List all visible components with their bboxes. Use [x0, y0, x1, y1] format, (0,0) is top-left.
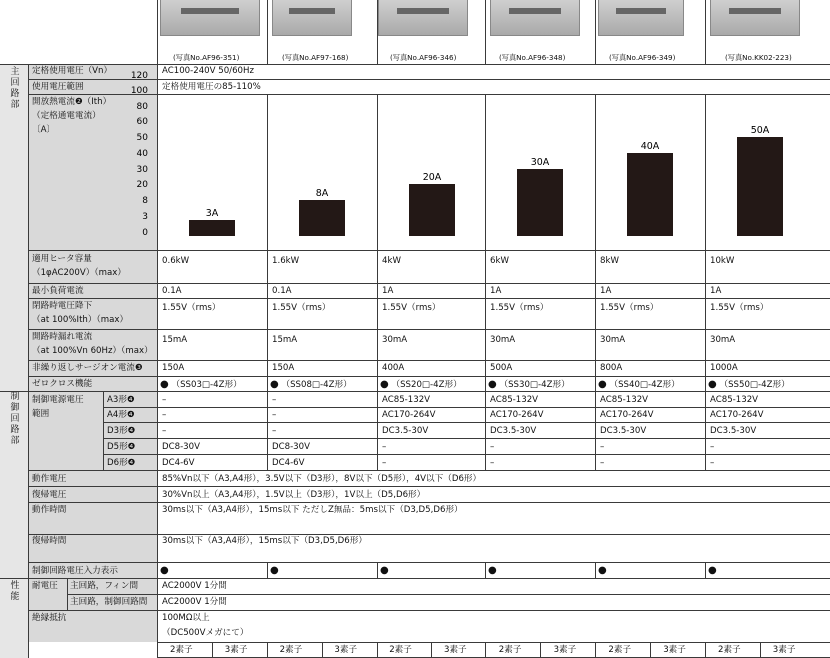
- photo-caption: (写真No.AF96-349): [609, 53, 676, 62]
- leakage-value: 15mA: [272, 335, 298, 345]
- y-tick-label: 50: [136, 133, 148, 143]
- heater-sublabel: （1φAC200V）（max）: [32, 268, 126, 278]
- input-indicator-label: 制御回路電圧入力表示: [32, 566, 118, 576]
- indicator-dot: ●: [270, 565, 279, 576]
- withstand-sub2: 主回路，制御回路間: [70, 597, 148, 607]
- ctrl-voltage-value: AC85-132V: [382, 395, 431, 405]
- ctrl-voltage-value: –: [490, 442, 495, 452]
- indicator-dot: ●: [160, 565, 169, 576]
- heater-value: 8kW: [600, 256, 619, 266]
- ctrl-voltage-value: AC170-264V: [382, 410, 436, 420]
- voltage-range-value: 定格使用電圧の85-110%: [162, 82, 261, 92]
- element-count: 3素子: [224, 645, 248, 655]
- y-tick-label: 30: [136, 165, 148, 175]
- ctrl-type-label: A4形❹: [107, 410, 135, 420]
- zero-cross-model: （SS40□-4Z形）: [609, 380, 680, 390]
- y-tick-label: 80: [136, 102, 148, 112]
- min-load-value: 1A: [710, 286, 722, 296]
- surge-value: 150A: [162, 363, 185, 373]
- zero-cross-model: （SS08□-4Z形）: [281, 380, 352, 390]
- ctrl-voltage-label: 制御電源電圧: [32, 395, 84, 405]
- indicator-dot: ●: [380, 565, 389, 576]
- y-tick-label: 3: [142, 212, 148, 222]
- element-count: 3素子: [444, 645, 467, 655]
- zero-cross-model: （SS30□-4Z形）: [499, 380, 570, 390]
- leakage-label: 開路時漏れ電流: [32, 332, 93, 342]
- bar: [409, 184, 455, 236]
- heater-value: 4kW: [382, 256, 401, 266]
- ctrl-voltage-value: AC170-264V: [710, 410, 764, 420]
- ctrl-voltage-value: DC8-30V: [272, 442, 311, 452]
- dot-marker: ●: [380, 379, 389, 390]
- ctrl-voltage-value: AC170-264V: [490, 410, 544, 420]
- thermal-current-label: 開放熱電流❷（Ith）: [32, 97, 112, 107]
- min-load-value: 0.1A: [162, 286, 182, 296]
- ctrl-voltage-value: DC3.5-30V: [600, 426, 647, 436]
- withstand-label: 耐電圧: [32, 581, 58, 591]
- min-load-value: 1A: [600, 286, 612, 296]
- element-count: 2素子: [170, 645, 193, 655]
- insulation-label: 絶縁抵抗: [32, 613, 67, 623]
- element-count: 3素子: [334, 645, 358, 655]
- withstand-sub1: 主回路，フィン間: [70, 581, 139, 591]
- ctrl-voltage-value: DC3.5-30V: [710, 426, 757, 436]
- operate-voltage-label: 動作電圧: [32, 474, 67, 484]
- ctrl-type-label: D6形❹: [107, 458, 136, 468]
- surge-value: 400A: [382, 363, 405, 373]
- bar: [627, 153, 673, 236]
- ctrl-voltage-value: AC85-132V: [600, 395, 649, 405]
- dot-marker: ●: [160, 379, 169, 390]
- voltage-range-label: 使用電圧範囲: [32, 82, 84, 92]
- section-control-circuit: 制御回路部: [10, 392, 20, 446]
- bar-value-label: 40A: [640, 141, 660, 152]
- dot-marker: ●: [708, 379, 717, 390]
- product-photo-3: [378, 0, 468, 36]
- zero-cross-model: （SS20□-4Z形）: [391, 380, 462, 390]
- ctrl-voltage-value: –: [710, 458, 715, 468]
- ctrl-type-label: A3形❹: [107, 395, 135, 405]
- thermal-current-unit: 〔A〕: [32, 125, 56, 135]
- photo-caption: (写真No.AF97-168): [282, 53, 349, 62]
- min-load-value: 1A: [382, 286, 394, 296]
- ctrl-voltage-sublabel: 範囲: [32, 409, 50, 419]
- leakage-value: 30mA: [382, 335, 408, 345]
- ctrl-voltage-value: –: [162, 395, 167, 405]
- ctrl-voltage-value: –: [272, 426, 277, 436]
- withstand-val2: AC2000V 1分間: [162, 597, 227, 607]
- element-count: 2素子: [498, 645, 522, 655]
- element-count: 3素子: [553, 645, 577, 655]
- indicator-dot: ●: [708, 565, 717, 576]
- photo-caption: (写真No.AF96-346): [390, 53, 457, 62]
- product-photo-6: [710, 0, 800, 36]
- product-photo-5: [598, 0, 684, 36]
- operate-voltage-value: 85%Vn以下（A3,A4形），3.5V以下（D3形），8V以下（D5形），4V以下（D6形）: [162, 474, 482, 484]
- ctrl-type-label: D3形❹: [107, 426, 136, 436]
- y-tick-label: 8: [142, 196, 148, 206]
- ctrl-voltage-value: DC3.5-30V: [382, 426, 429, 436]
- y-tick-label: 20: [136, 180, 148, 190]
- release-voltage-label: 復帰電圧: [32, 490, 67, 500]
- bar: [737, 137, 783, 236]
- release-time-label: 復帰時間: [32, 536, 67, 546]
- element-count: 2素子: [389, 645, 412, 655]
- element-count: 2素子: [718, 645, 741, 655]
- bar-value-label: 8A: [315, 188, 329, 199]
- photo-caption: (写真No.AF96-351): [173, 53, 240, 62]
- ctrl-voltage-value: –: [600, 442, 605, 452]
- element-count: 2素子: [279, 645, 303, 655]
- bar: [189, 220, 235, 236]
- insulation-note: （DC500Vメガにて）: [162, 628, 249, 638]
- indicator-dot: ●: [598, 565, 607, 576]
- indicator-dot: ●: [488, 565, 497, 576]
- ctrl-voltage-value: AC85-132V: [490, 395, 539, 405]
- section-performance: 性能: [10, 581, 20, 602]
- min-load-label: 最小負荷電流: [32, 286, 84, 296]
- voltage-drop-value: 1.55V（rms）: [600, 303, 659, 313]
- voltage-drop-label: 閉路時電圧降下: [32, 301, 93, 311]
- ctrl-voltage-value: –: [162, 426, 167, 436]
- element-count: 3素子: [772, 645, 796, 655]
- element-count: 2素子: [608, 645, 632, 655]
- ctrl-voltage-value: –: [710, 442, 715, 452]
- leakage-sublabel: （at 100%Vn 60Hz）（max）: [32, 346, 153, 356]
- y-tick-label: 120: [130, 71, 148, 81]
- photo-caption: (写真No.AF96-348): [499, 53, 566, 62]
- product-photo-4: [490, 0, 580, 36]
- voltage-drop-value: 1.55V（rms）: [382, 303, 441, 313]
- ctrl-voltage-value: –: [600, 458, 605, 468]
- voltage-drop-value: 1.55V（rms）: [162, 303, 221, 313]
- leakage-value: 30mA: [490, 335, 516, 345]
- rated-voltage-label: 定格使用電圧（Vn）: [32, 66, 113, 76]
- surge-value: 1000A: [710, 363, 738, 373]
- bar: [517, 169, 563, 236]
- voltage-drop-value: 1.55V（rms）: [710, 303, 769, 313]
- release-time-value: 30ms以下（A3,A4形），15ms以下（D3,D5,D6形）: [162, 536, 367, 546]
- ctrl-voltage-value: DC8-30V: [162, 442, 201, 452]
- leakage-value: 30mA: [710, 335, 736, 345]
- bar-value-label: 3A: [205, 208, 219, 219]
- photo-caption: (写真No.KK02-223): [725, 53, 792, 62]
- voltage-drop-value: 1.55V（rms）: [272, 303, 331, 313]
- heater-value: 0.6kW: [162, 256, 190, 266]
- ctrl-voltage-value: –: [272, 395, 277, 405]
- y-tick-label: 0: [142, 228, 148, 238]
- thermal-current-sublabel: （定格通電電流）: [32, 111, 101, 121]
- min-load-value: 1A: [490, 286, 502, 296]
- product-photo-1: [160, 0, 260, 36]
- y-tick-label: 100: [130, 86, 148, 96]
- surge-value: 150A: [272, 363, 295, 373]
- ctrl-voltage-value: DC3.5-30V: [490, 426, 537, 436]
- leakage-value: 30mA: [600, 335, 626, 345]
- section-main-circuit: 主回路部: [10, 67, 20, 110]
- ctrl-voltage-value: –: [382, 442, 387, 452]
- voltage-drop-sublabel: （at 100%Ith）（max）: [32, 315, 129, 325]
- operate-time-label: 動作時間: [32, 505, 67, 515]
- ctrl-voltage-value: DC4-6V: [162, 458, 195, 468]
- operate-time-value: 30ms以下（A3,A4形），15ms以下 ただしZ無品：5ms以下（D3,D5,D6形）: [162, 505, 463, 515]
- rated-voltage-value: AC100-240V 50/60Hz: [162, 66, 254, 76]
- heater-value: 10kW: [710, 256, 735, 266]
- leakage-value: 15mA: [162, 335, 188, 345]
- surge-label: 非繰り返しサージオン電流❸: [32, 363, 143, 373]
- dot-marker: ●: [598, 379, 607, 390]
- ctrl-voltage-value: –: [382, 458, 387, 468]
- insulation-value: 100MΩ以上: [162, 613, 210, 623]
- ctrl-voltage-value: AC85-132V: [710, 395, 759, 405]
- zero-cross-label: ゼロクロス機能: [32, 379, 93, 389]
- heater-value: 6kW: [490, 256, 509, 266]
- withstand-val1: AC2000V 1分間: [162, 581, 227, 591]
- bar-value-label: 30A: [530, 157, 550, 168]
- surge-value: 500A: [490, 363, 513, 373]
- voltage-drop-value: 1.55V（rms）: [490, 303, 549, 313]
- heater-label: 適用ヒータ容量: [32, 254, 92, 264]
- ctrl-type-label: D5形❹: [107, 442, 136, 452]
- zero-cross-model: （SS50□-4Z形）: [719, 380, 790, 390]
- dot-marker: ●: [488, 379, 497, 390]
- min-load-value: 0.1A: [272, 286, 292, 296]
- element-count: 3素子: [663, 645, 686, 655]
- ctrl-voltage-value: –: [162, 410, 167, 420]
- ctrl-voltage-value: –: [490, 458, 495, 468]
- heater-value: 1.6kW: [272, 256, 300, 266]
- ctrl-voltage-value: DC4-6V: [272, 458, 305, 468]
- ctrl-voltage-value: AC170-264V: [600, 410, 654, 420]
- bar-value-label: 20A: [422, 172, 442, 183]
- zero-cross-model: （SS03□-4Z形）: [171, 380, 242, 390]
- dot-marker: ●: [270, 379, 279, 390]
- y-tick-label: 60: [136, 117, 148, 127]
- y-tick-label: 40: [136, 149, 148, 159]
- product-photo-2: [272, 0, 352, 36]
- ctrl-voltage-value: –: [272, 410, 277, 420]
- bar: [299, 200, 345, 236]
- bar-value-label: 50A: [750, 125, 770, 136]
- release-voltage-value: 30%Vn以上（A3,A4形），1.5V以上（D3形），1V以上（D5,D6形）: [162, 490, 426, 500]
- surge-value: 800A: [600, 363, 623, 373]
